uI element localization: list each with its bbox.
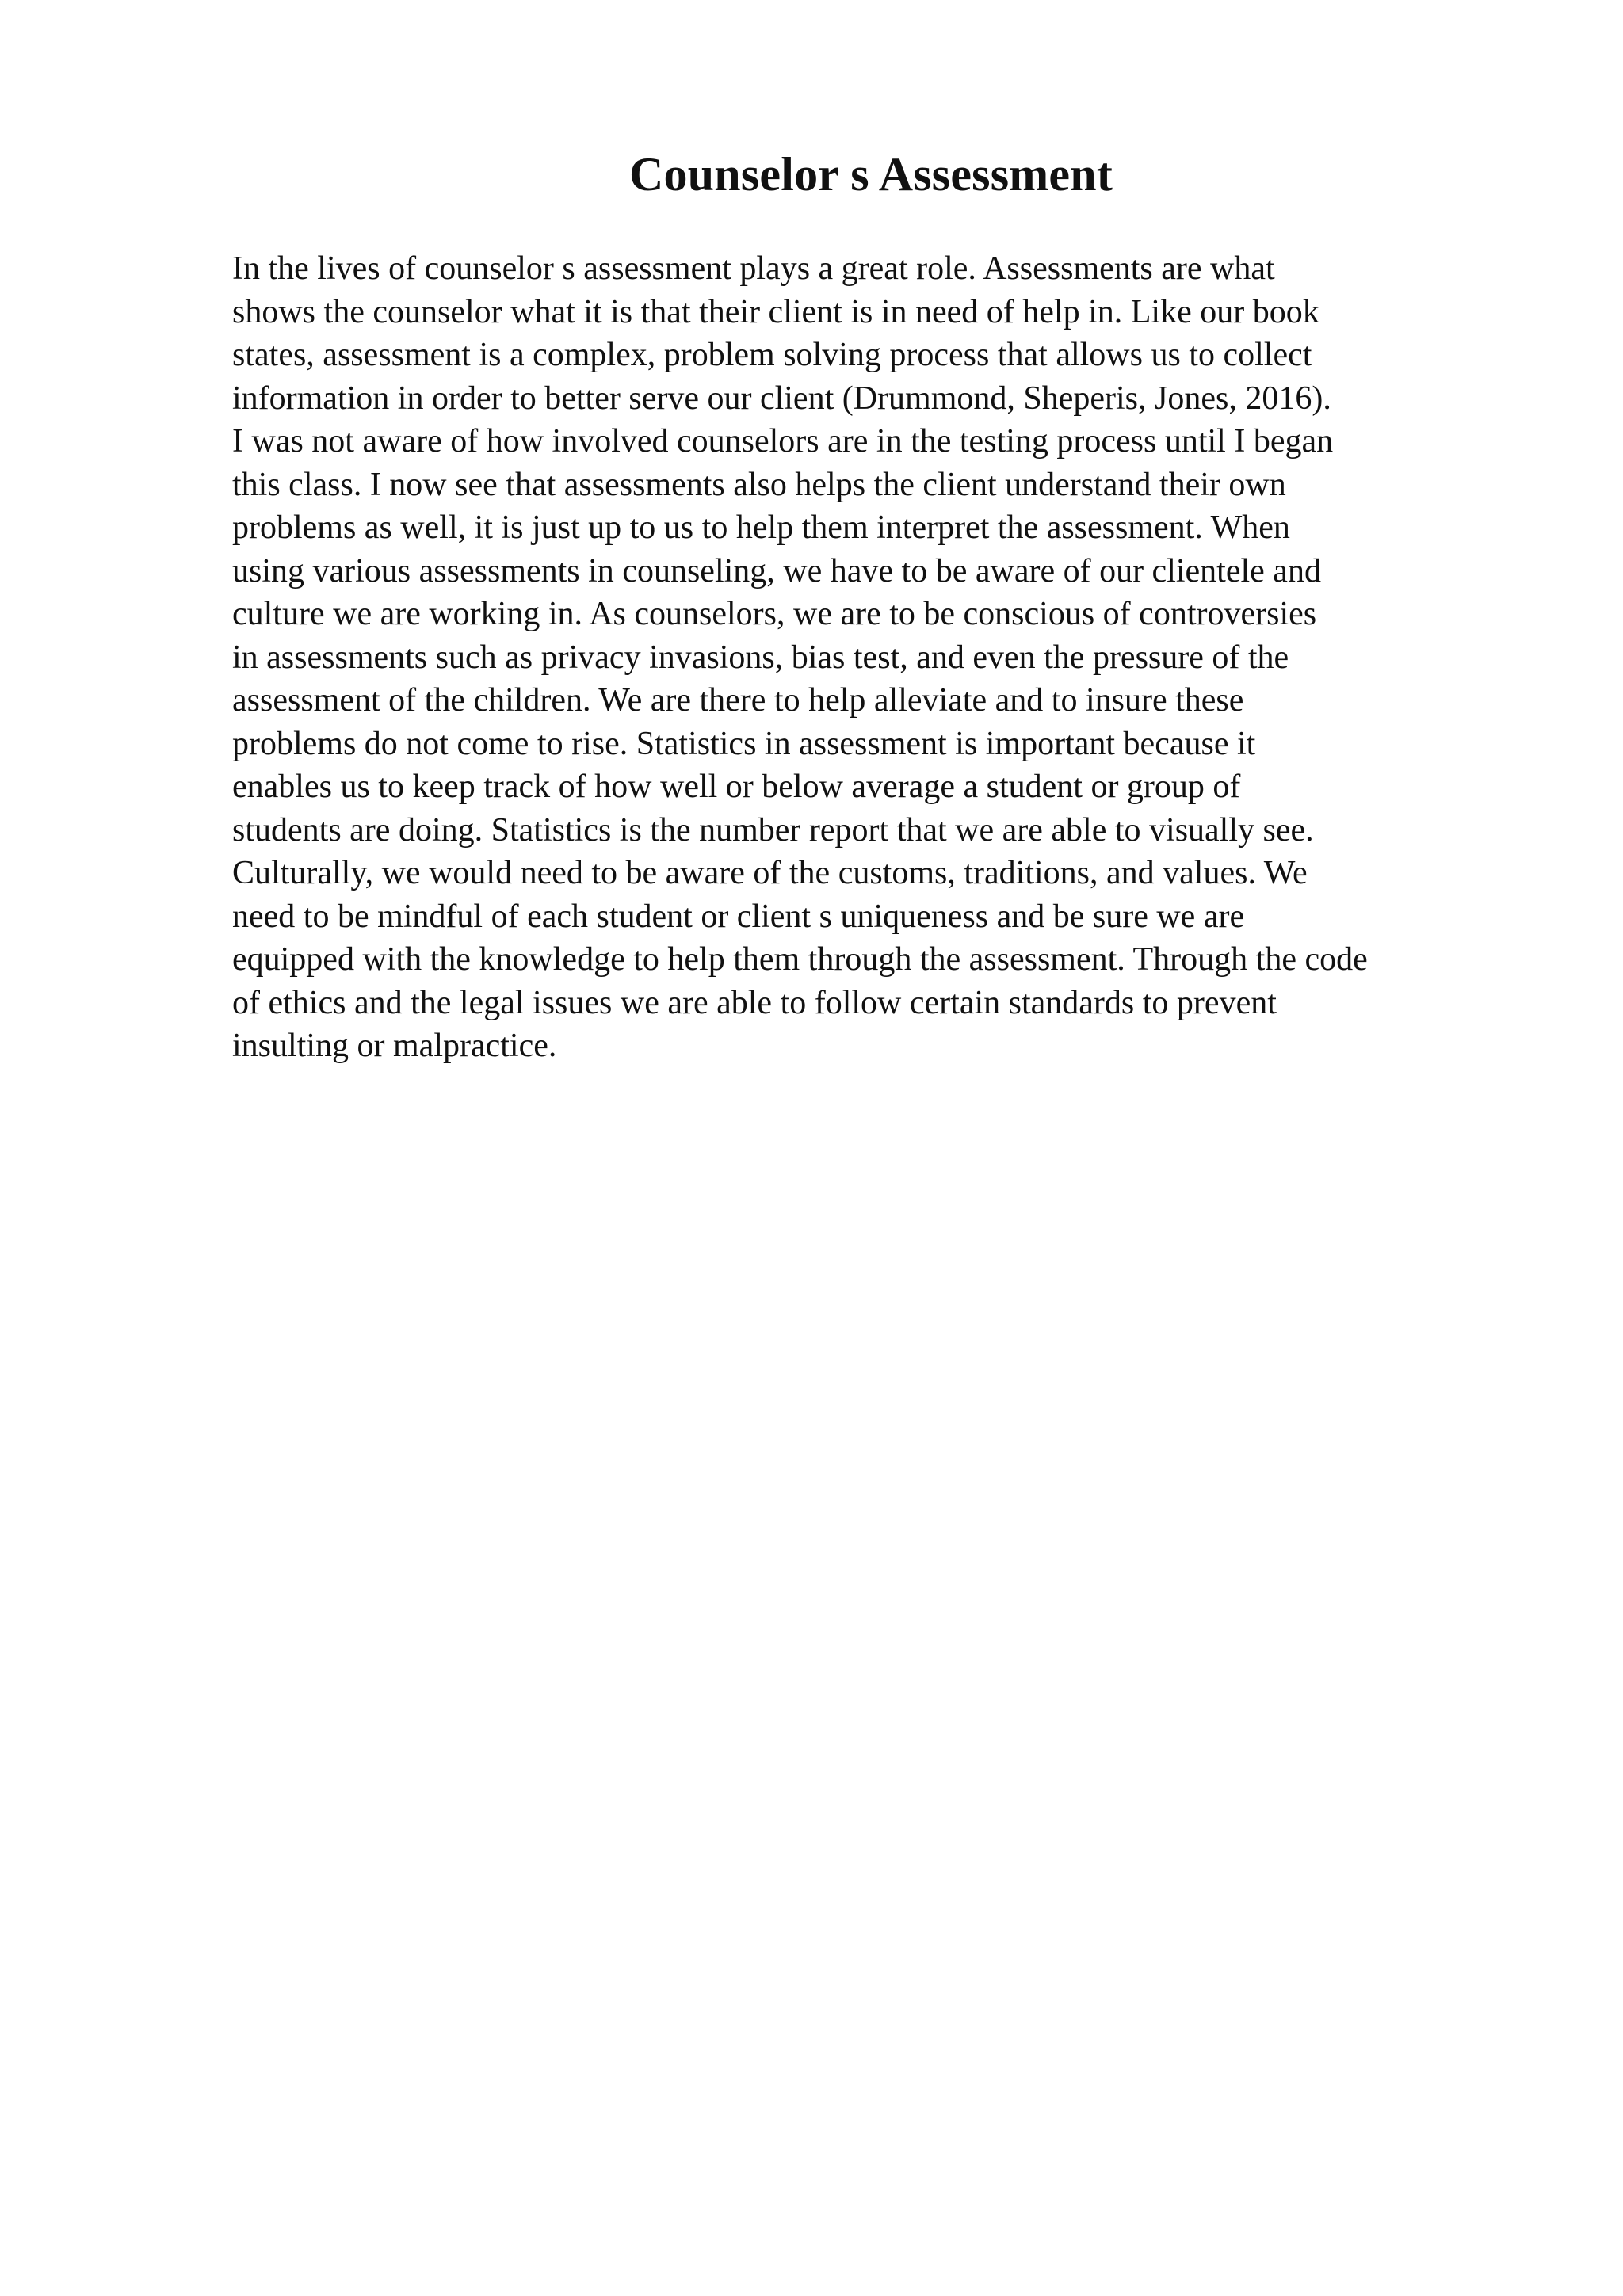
body-line: this class. I now see that assessments also helps the client understand their own: [232, 466, 1286, 503]
body-line: problems as well, it is just up to us to help them interpret the assessment. When: [232, 509, 1290, 546]
body-line: insulting or malpractice.: [232, 1028, 557, 1064]
body-line: I was not aware of how involved counselors are in the testing process until I began: [232, 423, 1334, 460]
body-line: enables us to keep track of how well or below average a student or group of: [232, 769, 1241, 805]
document-body: [232, 247, 1516, 1068]
body-line: states, assessment is a complex, problem solving process that allows us to collect: [232, 337, 1312, 373]
body-line: shows the counselor what it is that their client is in need of help in. Like our book: [232, 293, 1319, 330]
body-line: information in order to better serve our client (Drummond, Sheperis, Jones, 2016).: [232, 379, 1331, 417]
body-line: equipped with the knowledge to help them through the assessment. Through the code: [232, 941, 1368, 978]
body-line: in assessments such as privacy invasions, bias test, and even the pressure of the: [232, 639, 1289, 676]
body-line: students are doing. Statistics is the number report that we are able to visually see.: [232, 811, 1314, 849]
body-line: In the lives of counselor s assessment plays a great role. Assessments are what: [232, 250, 1275, 287]
document-title: Counselor s Assessment: [628, 148, 1113, 200]
body-line: assessment of the children. We are there to help alleviate and to insure these: [232, 682, 1244, 719]
body-line: using various assessments in counseling, we have to be aware of our clientele and: [232, 552, 1321, 589]
body-line: problems do not come to rise. Statistics in assessment is important because it: [232, 725, 1256, 762]
body-line: of ethics and the legal issues we are able to follow certain standards to prevent: [232, 984, 1277, 1021]
body-line: culture we are working in. As counselors, we are to be conscious of controversies: [232, 596, 1317, 632]
body-line: Culturally, we would need to be aware of the customs, traditions, and values. We: [232, 855, 1308, 891]
body-line: need to be mindful of each student or client s uniqueness and be sure we are: [232, 898, 1245, 935]
